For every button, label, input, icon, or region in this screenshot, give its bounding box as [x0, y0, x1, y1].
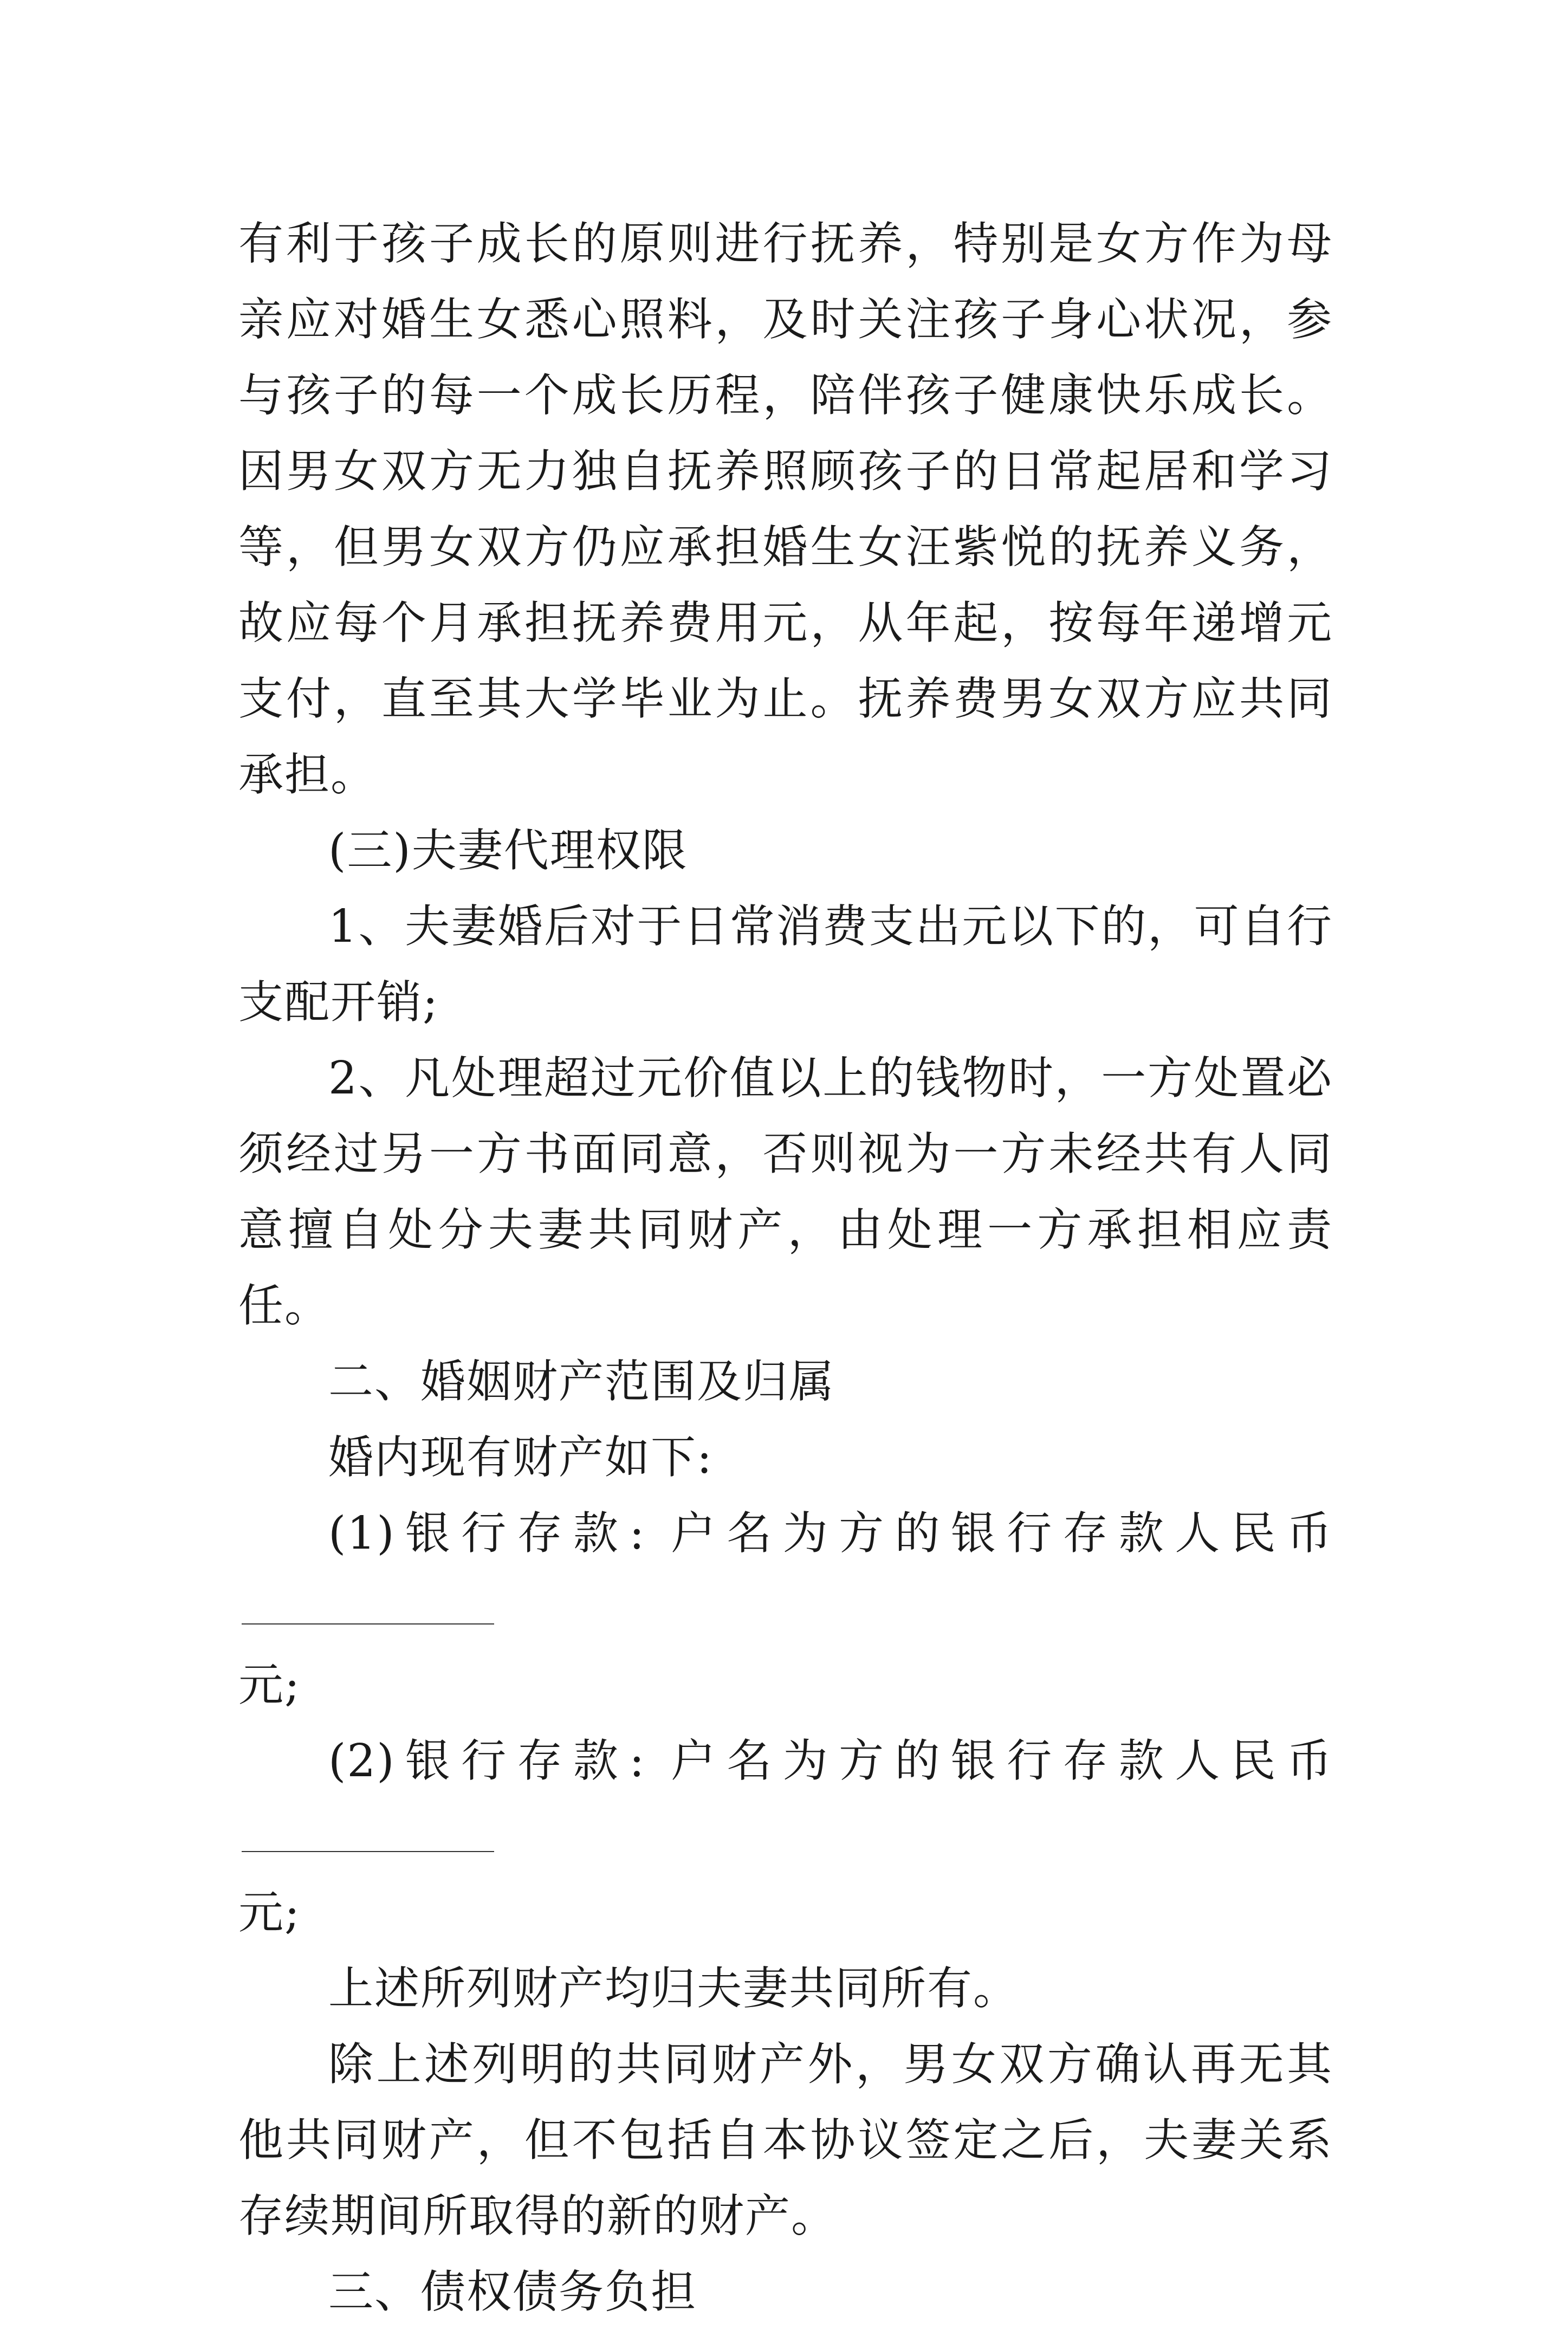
paragraph-yuan-2: 元; [238, 1886, 301, 1939]
paragraph-child-support: 有利于孩子成长的原则进行抚养，特别是女方作为母亲应对婚生女悉心照料，及时关注孩子身心状况，参与孩子的每一个成长历程，陪伴孩子健康快乐成长。因男女双方无力独自抚养照顾孩子的日常起居和学习等，但男女双方仍应承担婚生女汪紫悦的抚养义务，故应每个月承担抚养费用元，从年起，按每年递增元支付，直至其大学毕业为止。抚养费男女双方应共同承担。 [238, 217, 1333, 801]
paragraph-bank-deposit-1 [238, 1496, 1333, 1647]
document-body [238, 206, 1333, 2330]
paragraph-yuan-1: 元; [238, 1659, 301, 1711]
paragraph-daily-spending: 1、夫妻婚后对于日常消费支出元以下的，可自行支配开销; [238, 900, 1333, 1028]
bank-deposit-1-text: (1)银行存款: 户名为方的银行存款人民币 [328, 1507, 1333, 1559]
heading-debts: 三、债权债务负担 [328, 2266, 697, 2318]
heading-marital-property: 二、婚姻财产范围及归属 [328, 1355, 835, 1408]
paragraph-property-disposal: 2、凡处理超过元价值以上的钱物时，一方处置必须经过另一方书面同意，否则视为一方未经共有人同意擅自处分夫妻共同财产，由处理一方承担相应责任。 [238, 1052, 1333, 1332]
paragraph-existing-property: 婚内现有财产如下: [328, 1431, 713, 1484]
heading-spousal-agency: (三)夫妻代理权限 [328, 824, 688, 877]
blank-line [242, 1851, 494, 1852]
paragraph-no-other-property: 除上述列明的共同财产外，男女双方确认再无其他共同财产，但不包括自本协议签定之后，夫妻关系存续期间所取得的新的财产。 [238, 2038, 1333, 2242]
bank-deposit-2-text: (2)银行存款: 户名为方的银行存款人民币 [328, 1734, 1333, 1787]
paragraph-bank-deposit-2 [238, 1723, 1333, 1875]
paragraph-joint-ownership: 上述所列财产均归夫妻共同所有。 [328, 1962, 1019, 2015]
blank-line [242, 1623, 494, 1624]
